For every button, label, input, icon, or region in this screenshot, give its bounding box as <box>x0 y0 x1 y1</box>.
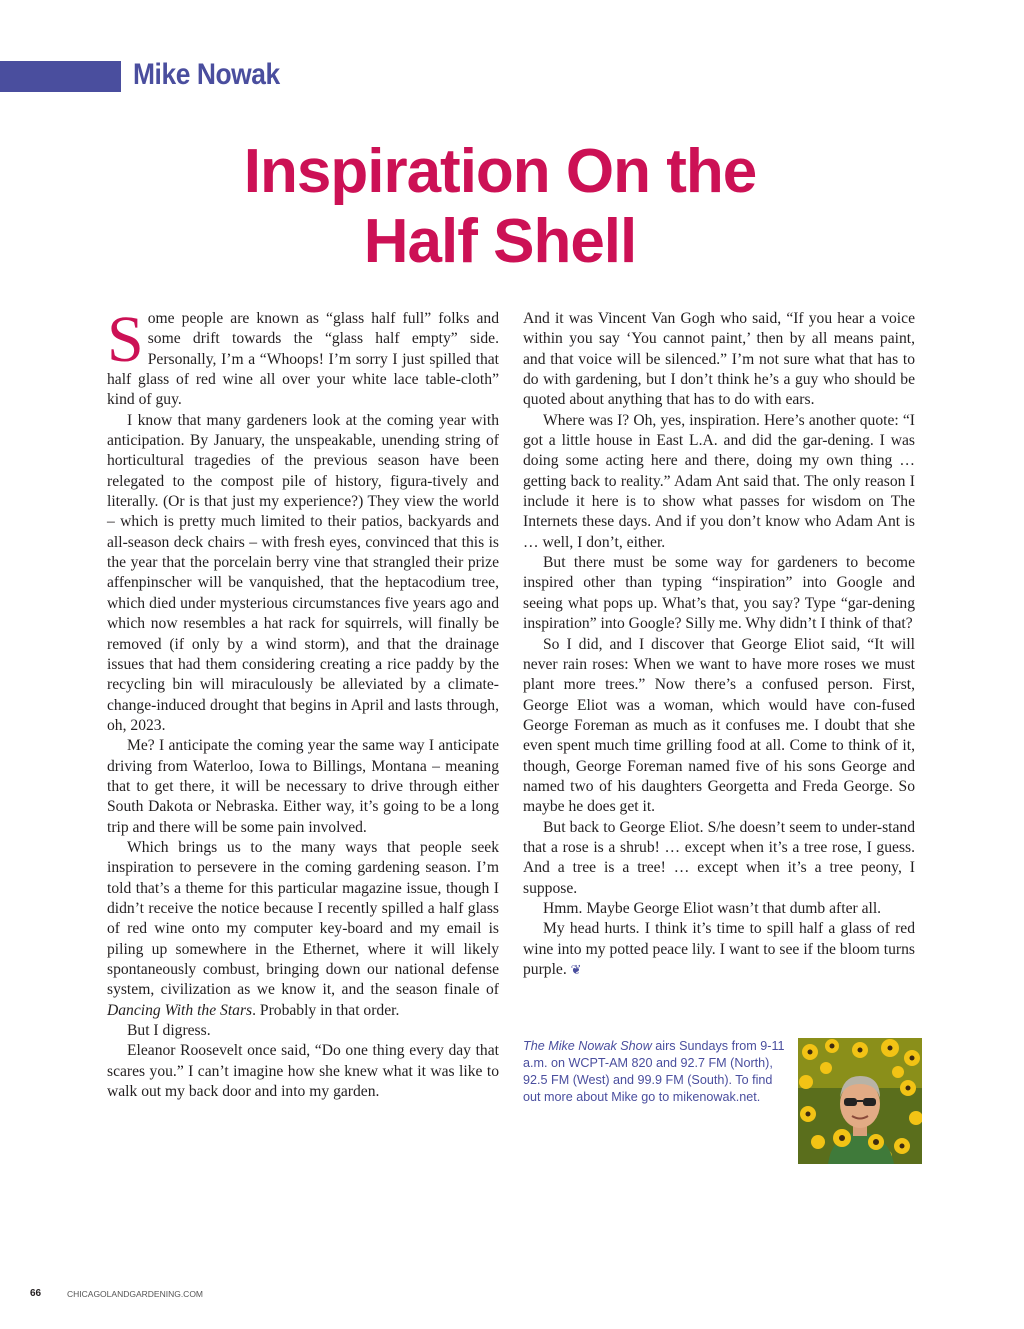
paragraph: So I did, and I discover that George Eliot said, “It will never rain roses: When we want to have more roses we must plant more trees.” Now there’s a confused person. First, George Eliot was a woman, which would have con-fused George Foreman as much as it confuses me. I doubt that she even spent much time grilling food at all. Come to think of it, though, George Foreman named five of his sons George and named two of his daughters Georgetta and Freda George. So maybe he does get it. <box>523 635 915 816</box>
paragraph: Me? I anticipate the coming year the same way I anticipate driving from Waterloo, Iowa to Billings, Montana – meaning that to get there, it will be necessary to drive through either South Dakota or Nebraska. Either way, it’s going to be a long trip and there will be some pain involved. <box>107 737 499 836</box>
author-color-bar <box>0 61 121 92</box>
author-bio <box>523 1038 791 1106</box>
drop-cap: S <box>107 303 144 376</box>
page-number: 66 <box>30 1288 42 1299</box>
paragraph: But back to George Eliot. S/he doesn’t seem to under-stand that a rose is a shrub! … except when it’s a tree rose, I guess. And a tree is a tree! … except when it’s a tree peony, I suppose. <box>523 818 915 897</box>
paragraph: I know that many gardeners look at the coming year with anticipation. By January, the unspeakable, unending string of horticultural tragedies of the previous season have been relegated to the compost pile of history, figura-tively and literally. (Or is that just my experience?) They view the world – which is pretty much limited to their patios, backyards and all-season deck chairs – with fresh eyes, convinced that this is the year that the porcelain berry vine that strangled their prize affenpinscher will be vanquished, that the heptacodium tree, which died under mysterious circumstances five years ago and which now resembles a hat rack for squirrels, will finally be removed (if only by a wind storm), and that the drainage issues that had them considering creating a rice paddy by the recycling bin will miraculously be alleviated by a climate-change-induced drought that begins in April and lasts through, oh, 2023. <box>107 411 499 734</box>
paragraph: But I digress. <box>127 1022 211 1040</box>
bio-text: airs Sundays from 9-11 a.m. on WCPT-AM 820 and 92.7 FM (North), 92.5 FM (West) and 99.9 FM (South). To find out more about Mike go to mikenowak.net. <box>523 1039 785 1104</box>
paragraph: My head hurts. I think it’s time to spill half a glass of red wine into my potted peace lily. I want to see if the bloom turns purple. ❦ <box>523 920 915 978</box>
paragraph: And it was Vincent Van Gogh who said, “If you hear a voice within you say ‘You cannot paint,’ then by all means paint, and that voice will be silenced.” I’m not sure what that has to do with gardening, but I don’t think he’s a guy who should be quoted about anything that has to do with ears. <box>523 310 915 409</box>
tv-show-title: Dancing With the Stars <box>107 1001 253 1019</box>
end-mark-icon: ❦ <box>570 962 582 977</box>
paragraph: Which brings us to the many ways that people seek inspiration to persevere in the coming gardening season. I’m told that’s a theme for this particular magazine issue, though I didn’t receive the notice because I recently spilled a half glass of red wine onto my computer key-board and my email is piling up somewhere in the Ethernet, where it will likely spontaneously combust, bringing down our national defense system, civilization as we know it, and the season finale of Dancing With the Stars. Probably in that order. <box>107 838 499 1019</box>
title-line-2: Half Shell <box>363 207 637 276</box>
author-name: Mike Nowak <box>133 58 280 91</box>
site-url: CHICAGOLANDGARDENING.COM <box>67 1289 204 1299</box>
show-name: The Mike Nowak Show <box>523 1039 652 1053</box>
paragraph: Hmm. Maybe George Eliot wasn’t that dumb after all. <box>543 899 882 917</box>
paragraph: Where was I? Oh, yes, inspiration. Here’s another quote: “I got a little house in East L.A. and did the gar-dening. I was doing some acting here and there, doing my own thing … getting back to reality.” Adam Ant said that. The only reason I include it here is to show what passes for wisdom on The Internets these days. And if you don’t know who Adam Ant is … well, I don’t, either. <box>523 411 915 551</box>
left-column <box>107 303 499 1102</box>
article-title <box>0 137 1000 277</box>
paragraph: But there must be some way for gardeners to become inspired other than typing “inspiration” into Google and seeing what pops up. What’s that, you say? Type “gar-dening inspiration” into Google? Silly me. Why didn’t I think of that? <box>523 554 915 633</box>
title-line-1: Inspiration On the <box>243 137 757 206</box>
paragraph: Eleanor Roosevelt once said, “Do one thing every day that scares you.” I can’t imagine how she knew what it was like to walk out my back door and into my garden. <box>107 1042 499 1101</box>
author-photo <box>798 1038 922 1164</box>
right-column <box>523 309 915 980</box>
paragraph: Some people are known as “glass half full” folks and some drift towards the “glass half empty” side. Personally, I’m a “Whoops! I’m sorry I just spilled that half glass of red wine all over your white lace table-cloth” kind of guy. <box>107 303 499 409</box>
